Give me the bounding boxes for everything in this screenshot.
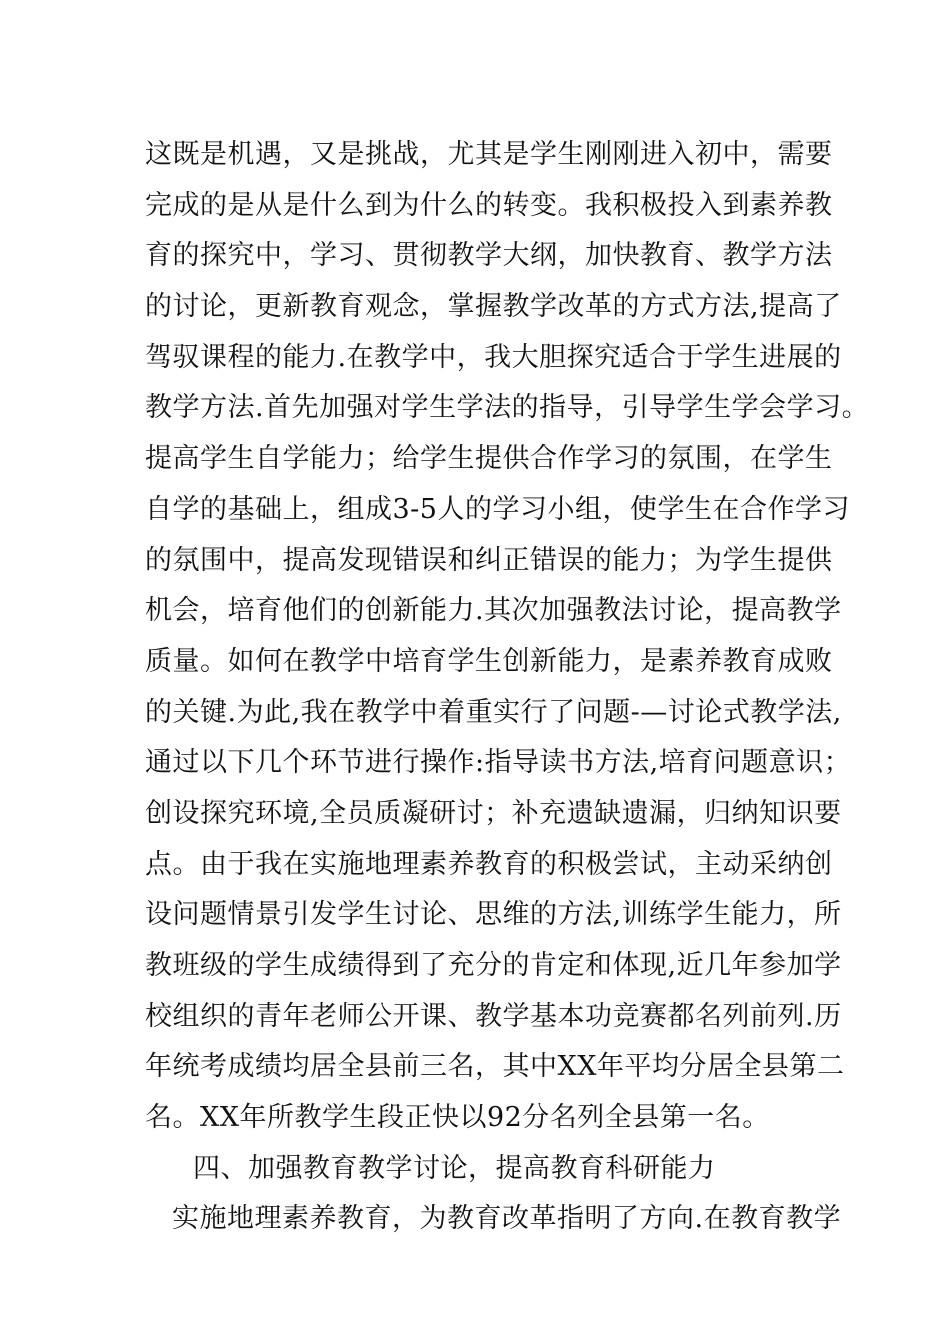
text-line: 教学方法.首先加强对学生学法的指导，引导学生学会学习。 [145,392,870,424]
text-line: 校组织的青年老师公开课、教学基本功竞赛都名列前列.历 [145,1000,842,1032]
text-line: 这既是机遇，又是挑战，尤其是学生刚刚进入初中，需要 [145,139,833,170]
text-line: 名。XX年所教学生段正快以92分名列全县第一名。 [145,1102,770,1134]
text-line: 提高学生自学能力；给学生提供合作学习的氛围，在学生 [145,443,833,475]
text-line: 自学的基础上，组成3-5人的学习小组，使学生在合作学习 [145,493,850,525]
text-line: 驾驭课程的能力.在教学中，我大胆探究适合于学生进展的 [145,341,842,373]
text-line: 创设探究环境,全员质凝研讨；补充遗缺遗漏，归纳知识要 [145,797,842,829]
paragraph-start-line: 实施地理素养教育，为教育改革指明了方向.在教育教学 [172,1203,842,1235]
text-line: 点。由于我在实施地理素养教育的积极尝试，主动采纳创 [145,848,833,880]
text-line: 育的探究中，学习、贯彻教学大纲，加快教育、教学方法 [145,240,833,272]
text-line: 年统考成绩均居全县前三名，其中XX年平均分居全县第二 [145,1051,845,1083]
text-line: 完成的是从是什么到为什么的转变。我积极投入到素养教 [145,189,833,221]
text-line: 机会，培育他们的创新能力.其次加强教法讨论，提高教学 [145,595,842,627]
body-text [145,130,870,1245]
text-line: 通过以下几个环节进行操作:指导读书方法,培育问题意识； [145,747,852,779]
text-line: 的氛围中，提高发现错误和纠正错误的能力；为学生提供 [145,544,833,576]
text-line: 质量。如何在教学中培育学生创新能力，是素养教育成败 [145,645,833,677]
text-line: 教班级的学生成绩得到了充分的肯定和体现,近几年参加学 [145,950,842,981]
text-line: 的讨论，更新教育观念，掌握教学改革的方式方法,提高了 [145,291,842,323]
section-heading: 四、加强教育教学讨论，提高教育科研能力 [193,1152,716,1184]
text-line: 设问题情景引发学生讨论、思维的方法,训练学生能力，所 [145,899,842,931]
text-line: 的关键.为此,我在教学中着重实行了问题-—讨论式教学法, [145,696,842,728]
